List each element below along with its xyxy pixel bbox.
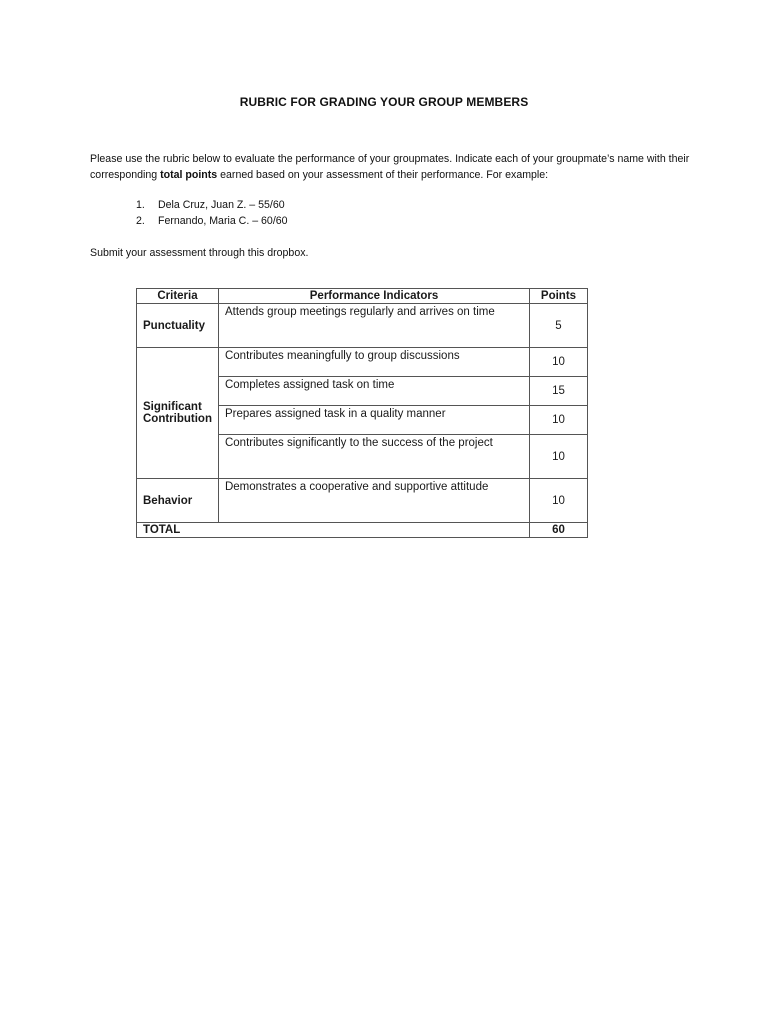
indicator-cell: Contributes significantly to the success of the project: [218, 435, 529, 479]
total-points: 60: [530, 523, 588, 538]
indicator-cell: Prepares assigned task in a quality manner: [218, 406, 529, 435]
intro-text-part1: Please use the rubric below to evaluate the performance of your groupmates. Indicate each of your groupmate’s name with their corresponding: [90, 153, 690, 181]
points-cell: 10: [530, 435, 588, 479]
criteria-punctuality: Punctuality: [137, 304, 219, 348]
points-cell: 5: [530, 304, 588, 348]
table-row: [137, 304, 588, 348]
indicator-cell: Contributes meaningfully to group discussions: [218, 348, 529, 377]
table-row: [137, 348, 588, 377]
intro-text-part2: earned based on your assessment of their performance. For example:: [217, 169, 549, 181]
points-cell: 10: [530, 479, 588, 523]
header-points: Points: [530, 289, 588, 304]
points-cell: 10: [530, 348, 588, 377]
indicator-cell: Demonstrates a cooperative and supportive attitude: [218, 479, 529, 523]
intro-paragraph: [90, 151, 690, 183]
criteria-line: Contribution: [143, 413, 212, 425]
table-row: [137, 479, 588, 523]
page-title: RUBRIC FOR GRADING YOUR GROUP MEMBERS: [239, 95, 529, 109]
header-criteria: Criteria: [137, 289, 219, 304]
example-item: [136, 197, 288, 213]
criteria-significant-contribution: [137, 348, 219, 479]
intro-bold-text: total points: [160, 169, 218, 181]
criteria-line: Significant: [143, 401, 202, 413]
example-list: [136, 197, 288, 229]
points-cell: 10: [530, 406, 588, 435]
criteria-behavior: Behavior: [137, 479, 219, 523]
example-text: Fernando, Maria C. – 60/60: [158, 215, 288, 227]
total-label: TOTAL: [137, 523, 530, 538]
header-indicators: Performance Indicators: [218, 289, 529, 304]
example-number: 1.: [136, 199, 145, 211]
example-item: [136, 213, 288, 229]
total-row: [137, 523, 588, 538]
example-number: 2.: [136, 215, 145, 227]
submit-instruction: Submit your assessment through this dropbox.: [90, 247, 309, 259]
example-text: Dela Cruz, Juan Z. – 55/60: [158, 199, 285, 211]
indicator-cell: Attends group meetings regularly and arrives on time: [218, 304, 529, 348]
indicator-cell: Completes assigned task on time: [218, 377, 529, 406]
table-header-row: [137, 289, 588, 304]
rubric-table: [136, 288, 588, 538]
points-cell: 15: [530, 377, 588, 406]
